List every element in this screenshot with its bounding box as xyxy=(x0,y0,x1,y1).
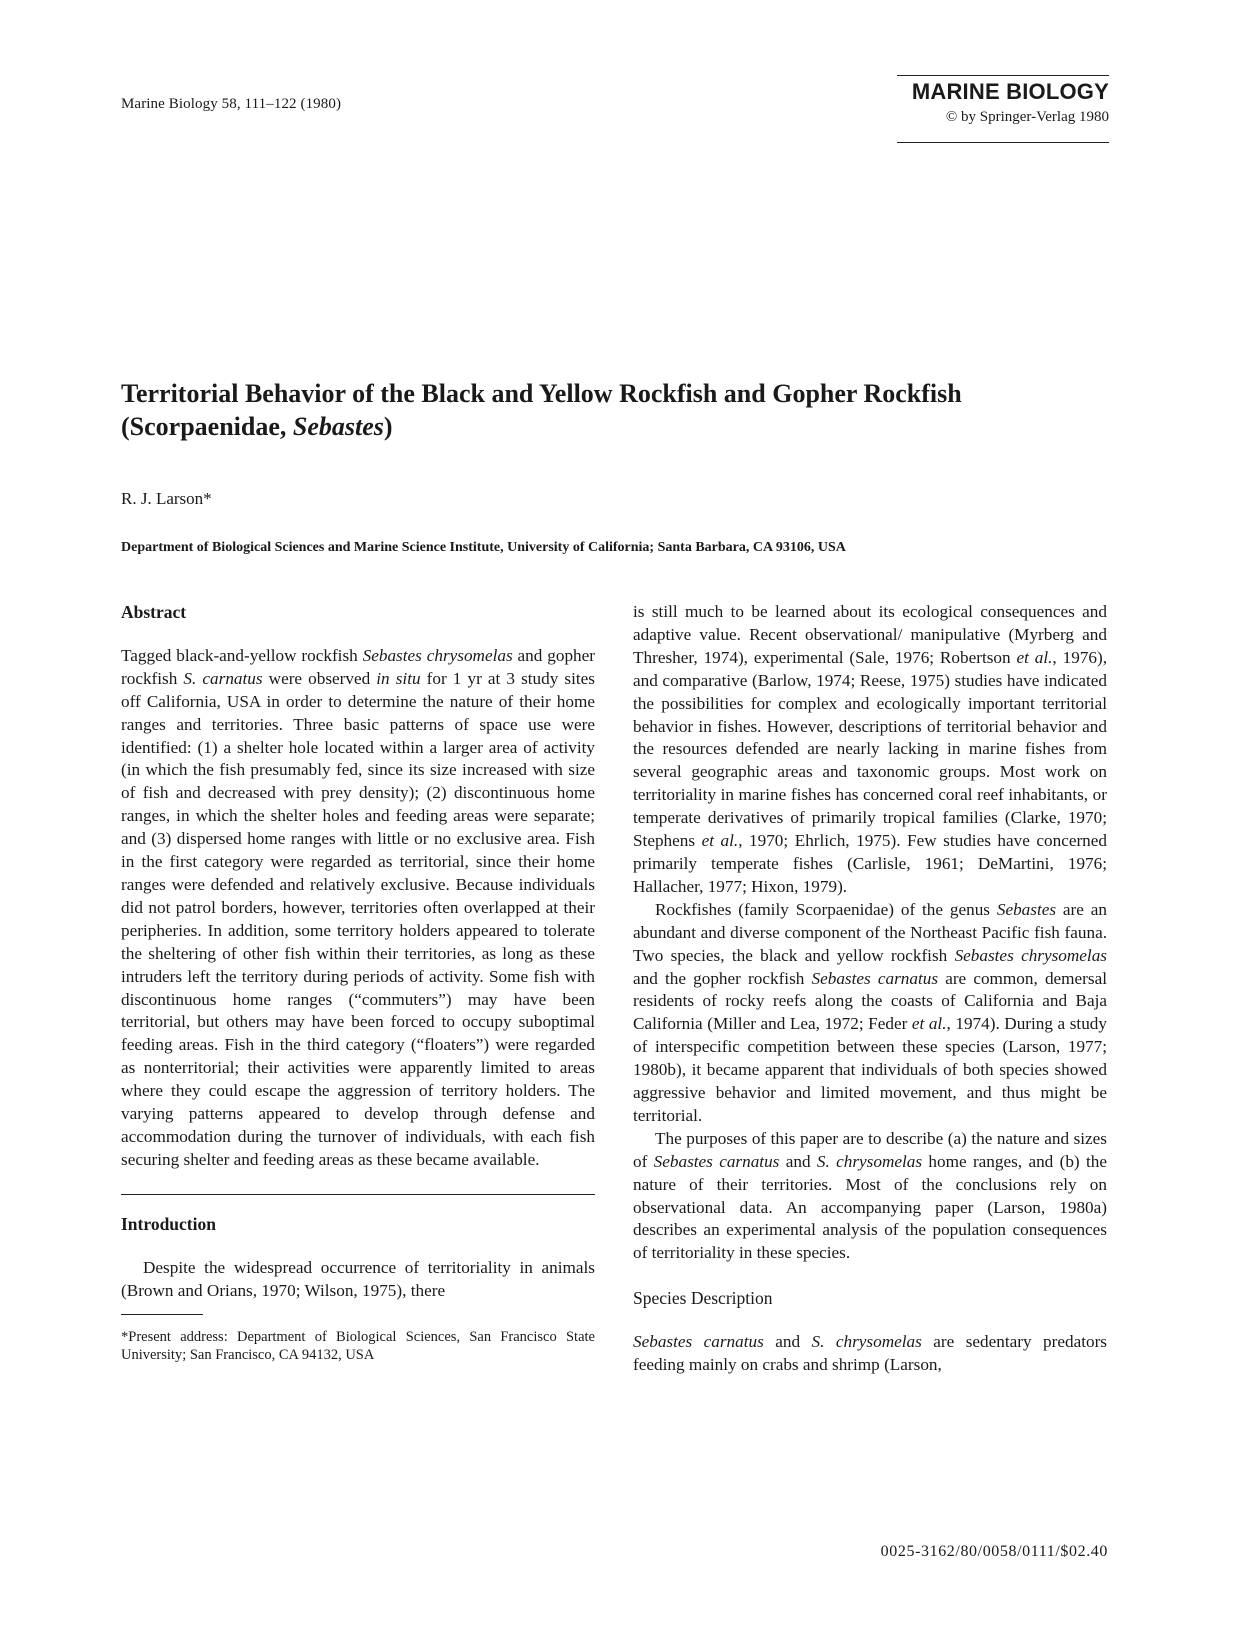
article-code: 0025-3162/80/0058/0111/$02.40 xyxy=(880,1543,1108,1560)
introduction-paragraph-1-cont xyxy=(633,601,1107,899)
abstract-text: and gopher rockfish xyxy=(121,645,595,688)
journal-citation: Marine Biology 58, 111–122 (1980) xyxy=(121,96,342,112)
masthead-bottom-rule xyxy=(897,142,1109,143)
author-name: R. J. Larson* xyxy=(121,489,212,508)
abstract-heading: Abstract xyxy=(121,602,187,622)
species-description-body xyxy=(633,1331,1107,1377)
species-text: and xyxy=(763,1332,812,1352)
right-column xyxy=(633,601,1107,1377)
title-line-2 xyxy=(121,410,1121,443)
intro-text: and the gopher rockfish xyxy=(633,968,812,988)
intro-text: , 1976), and comparative (Barlow, 1974; Reese, 1975) studies have indicated the possibilities for complex and ecologically important territorial behavior in fishes. However, descriptions of territorial behavior and the resources defended are nearly lacking in marine fishes from several geographic areas and taxonomic groups. Most work on territoriality in marine fishes has concerned coral reef inhabitants, or temperate derivatives of primarily tropical families (Clarke, 1970; Stephens xyxy=(633,647,1107,851)
intro-text: Rockfishes (family Scorpaenidae) of the genus xyxy=(655,899,997,919)
abstract-species: Sebastes chrysomelas xyxy=(362,645,513,665)
species-name: Sebastes carnatus xyxy=(633,1332,764,1352)
intro-species: Sebastes xyxy=(996,899,1057,919)
intro-etal: et al. xyxy=(701,831,739,851)
intro-text: , 1974). During a study of interspecific competition between these species (Larson, 1977; 1980b), it became apparent that individuals of both species showed aggressive behavior and limited movement, and thus might be territorial. xyxy=(633,1014,1107,1125)
copyright-notice: © by Springer-Verlag 1980 xyxy=(945,109,1109,125)
left-column xyxy=(121,601,595,1364)
intro-text: are an abundant and diverse component of the Northeast Pacific fish fauna. Two species, the black and yellow rockfish xyxy=(633,899,1107,965)
intro-text: home ranges, and (b) the nature of their territories. Most of the conclusions rely on observational data. An accompanying paper (Larson, 1980a) describes an experimental analysis of the population consequences of territoriality in these species. xyxy=(633,1151,1107,1263)
abstract-latin: in situ xyxy=(376,668,421,688)
footnote: *Present address: Department of Biological Sciences, San Francisco State University; San Francisco, CA 94132, USA xyxy=(121,1329,595,1364)
intro-etal: et al. xyxy=(1016,647,1053,667)
author-affiliation: Department of Biological Sciences and Marine Science Institute, University of California; Santa Barbara, CA 93106, USA xyxy=(121,540,846,555)
species-text: are sedentary predators feeding mainly on crabs and shrimp (Larson, xyxy=(633,1332,1107,1375)
introduction-heading: Introduction xyxy=(121,1213,216,1234)
masthead-top-rule xyxy=(897,75,1109,76)
intro-text: are common, demersal residents of rocky reefs along the coasts of California and Baja California (Miller and Lea, 1972; Feder xyxy=(633,968,1107,1034)
abstract-body xyxy=(121,645,595,1172)
introduction-paragraph-1: Despite the widespread occurrence of territoriality in animals (Brown and Orians, 1970; Wilson, 1975), there xyxy=(121,1257,595,1300)
intro-text: is still much to be learned about its ecological consequences and adaptive value. Recent observational/ manipulative (Myrberg and Thresher, 1974), experimental (Sale, 1976; Robertson xyxy=(633,602,1107,667)
intro-species: Sebastes carnatus xyxy=(653,1151,780,1171)
journal-name: MARINE BIOLOGY xyxy=(911,79,1109,104)
intro-text: The purposes of this paper are to describe (a) the nature and sizes of xyxy=(633,1128,1107,1171)
intro-species: S. chrysomelas xyxy=(816,1151,923,1171)
species-name: S. chrysomelas xyxy=(811,1332,922,1352)
abstract-text: for 1 yr at 3 study sites off California, USA in order to determine the nature of their home ranges and territories. Three basic patterns of space use were identified: (1) a shelter hole located within a larger area of activity (in which the fish presumably fed, since its size increased with size of fish and decreased with prey density); (2) discontinuous home ranges, in which the shelter holes and feeding areas were separate; and (3) dispersed home ranges with little or no exclusive area. Fish in the first category were regarded as territorial, since their home ranges were defended and relatively exclusive. Because individuals did not patrol borders, however, territories often overlapped at their peripheries. In addition, some territory holders appeared to tolerate the sheltering of other fish within their territories, as long as these intruders left the territory during periods of activity. Some fish with discontinuous home ranges (“commuters”) may have been territorial, but others may have been forced to occupy suboptimal feeding areas. Fish in the third category (“floaters”) were regarded as nonterritorial; their activities were apparently limited to areas where they could escape the aggression of territory holders. The varying patterns appeared to develop through defense and accommodation during the turnover of individuals, with each fish securing shelter and feeding areas as these became available. xyxy=(121,668,595,1169)
intro-text: , 1970; Ehrlich, 1975). Few studies have concerned primarily temperate fishes (Carlisle, 1961; DeMartini, 1976; Hallacher, 1977; Hixon, 1979). xyxy=(633,831,1108,896)
title-genus: Sebastes xyxy=(292,412,384,441)
intro-species: Sebastes chrysomelas xyxy=(954,945,1107,965)
introduction-paragraph-2 xyxy=(633,899,1107,1128)
introduction-paragraph-3 xyxy=(633,1128,1107,1265)
journal-masthead xyxy=(849,75,1109,143)
abstract-species: S. carnatus xyxy=(183,668,263,688)
intro-text: and xyxy=(779,1151,817,1171)
species-description-heading: Species Description xyxy=(633,1288,773,1309)
abstract-text: Tagged black-and-yellow rockfish xyxy=(121,645,363,665)
paper-title xyxy=(121,377,1121,443)
title-line-1: Territorial Behavior of the Black and Yellow Rockfish and Gopher Rockfish xyxy=(121,379,962,408)
title-prefix: (Scorpaenidae, xyxy=(121,412,293,441)
title-suffix: ) xyxy=(383,412,393,441)
intro-etal: et al. xyxy=(911,1014,947,1034)
intro-species: Sebastes carnatus xyxy=(811,968,939,988)
abstract-text: were observed xyxy=(262,668,377,688)
